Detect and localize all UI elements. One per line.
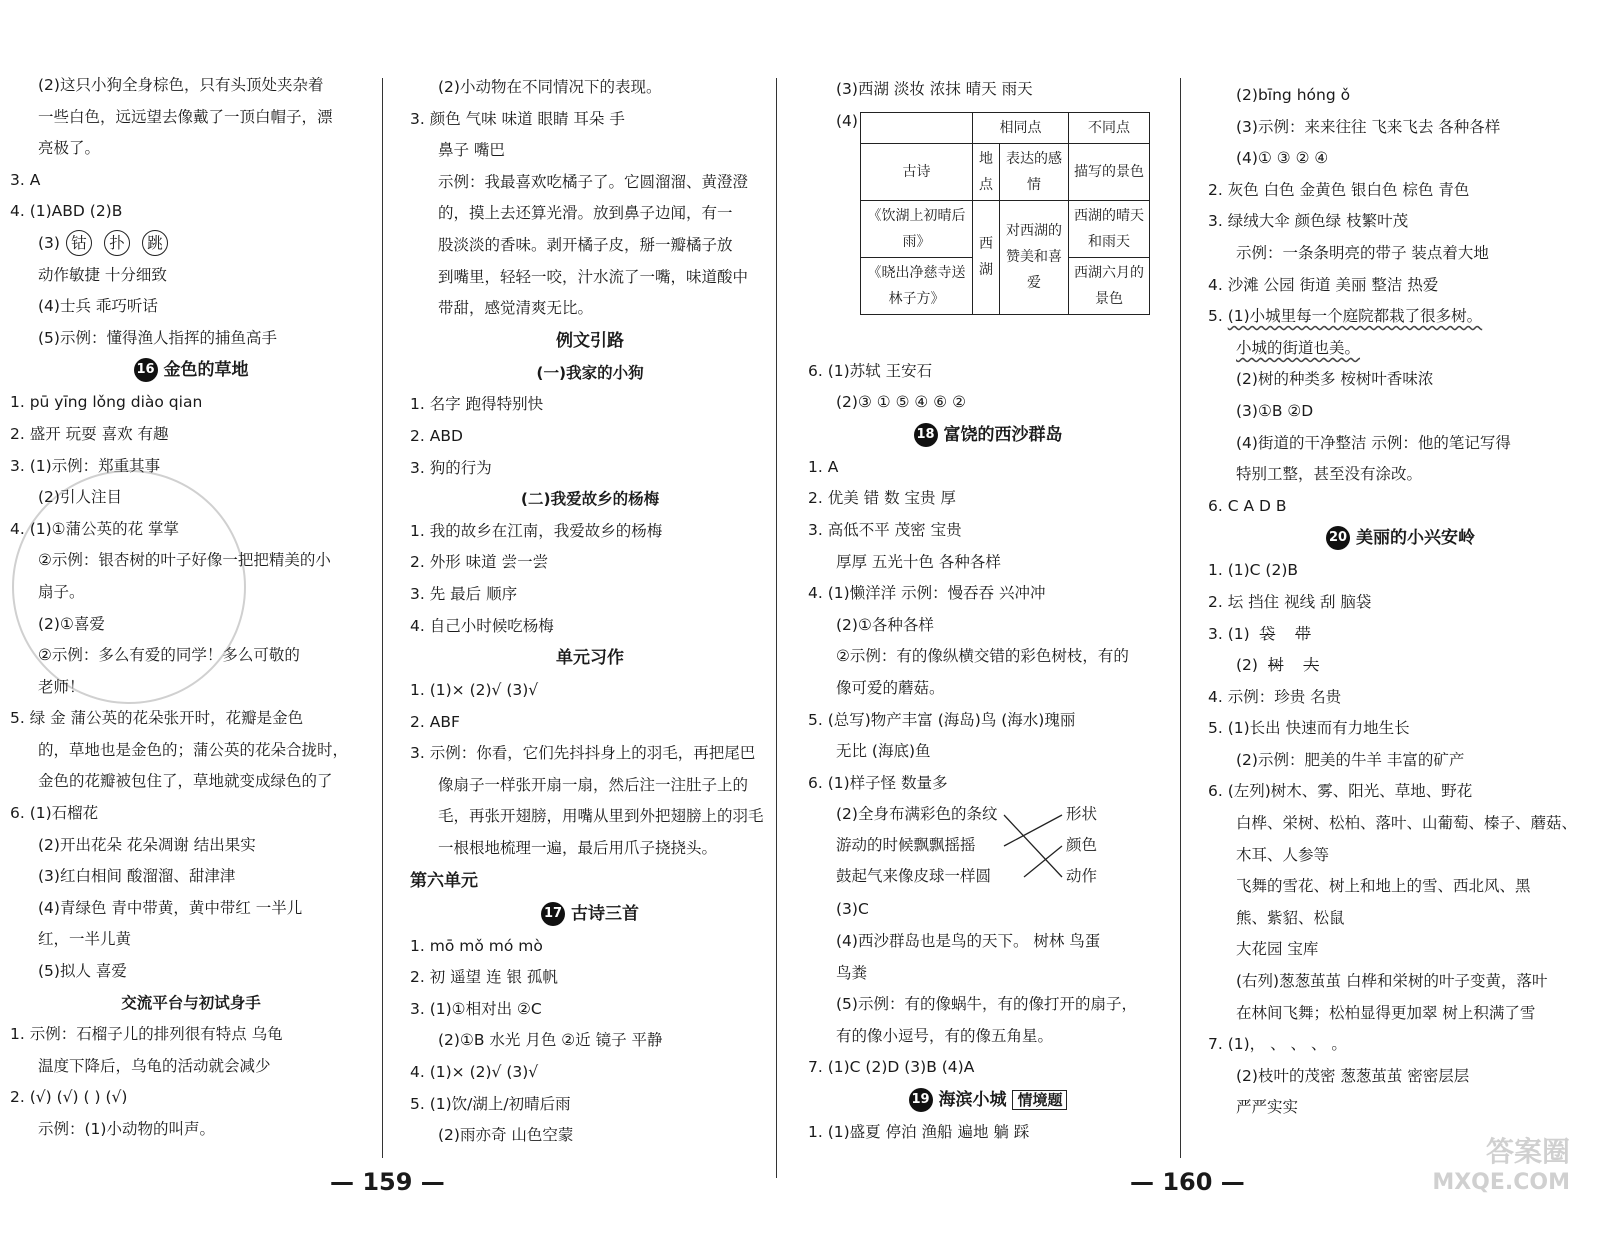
column-1 [10, 70, 372, 1146]
text-line: (3)示例：来来往往 飞来飞去 各种各样 [1236, 117, 1501, 136]
lesson-number-badge: 19 [909, 1088, 933, 1112]
text-line: 带甜，感觉清爽无比。 [438, 299, 594, 318]
text-line: 2. ABD [410, 426, 463, 445]
text-line: 像扇子一样张开扇一扇，然后注一注肚子上的 [438, 775, 749, 794]
text-line: 鼻子 嘴巴 [438, 141, 505, 160]
text-line: 老师！ [38, 677, 85, 696]
text-line: 2. ABF [410, 712, 460, 731]
text-line: (2)示例：肥美的牛羊 丰富的矿产 [1236, 750, 1465, 769]
comparison-table-block [808, 106, 1168, 356]
text-line: (4)青绿色 青中带黄，黄中带红 一半儿 [38, 898, 303, 917]
text-line: 金色的花瓣被包住了，草地就变成绿色的了 [38, 772, 333, 791]
column-4 [1208, 80, 1593, 1124]
table-cell: 描写的景色 [1069, 143, 1150, 200]
text-line: 的，草地也是金色的；蒲公英的花朵合拢时， [38, 740, 349, 759]
table-cell: 西湖 [973, 200, 1000, 314]
circled-char: 钴 [66, 230, 92, 256]
text-line: ②示例：银杏树的叶子好像一把把精美的小 [38, 551, 331, 570]
lesson-tag: 情境题 [1012, 1090, 1067, 1110]
matching-lines [808, 799, 1168, 894]
match-right-item: 动作 [1066, 867, 1098, 886]
sub-heading: (一)我家的小狗 [536, 363, 644, 382]
lesson-title: 古诗三首 [571, 903, 639, 924]
text-line: 无比 (海底)鱼 [836, 742, 931, 761]
text-line: 5. (1)长出 快速而有力地生长 [1208, 719, 1410, 738]
text-line: 在林间飞舞；松柏显得更加翠 树上积满了雪 [1236, 1003, 1536, 1022]
table-cell: 古诗 [861, 143, 973, 200]
struck-char: 带 [1295, 624, 1311, 643]
text-line: 6. (1)石榴花 [10, 804, 99, 823]
lesson-heading-20 [1208, 522, 1593, 555]
watermark-logo [1432, 1130, 1570, 1195]
text-line: ②示例：有的像纵横交错的彩色树枝，有的 [836, 647, 1129, 666]
text-line: 特别工整，甚至没有涂改。 [1236, 465, 1423, 484]
text-line: 1. 示例：石榴子儿的排列很有特点 乌龟 [10, 1025, 283, 1044]
text-line: (3)西湖 淡妆 浓抹 晴天 雨天 [836, 80, 1033, 98]
text-line: (2)①喜爱 [38, 614, 105, 633]
text-line [1208, 333, 1593, 365]
text-line: 温度下降后，乌龟的活动就会减少 [38, 1056, 271, 1075]
section-heading: 单元习作 [556, 648, 624, 669]
watermark-url: MXQE.COM [1432, 1170, 1570, 1195]
section-heading: 交流平台与初试身手 [121, 993, 261, 1012]
text-line: 的，摸上去还算光滑。放到鼻子边闻，有一 [438, 204, 733, 223]
text-line: 3. 狗的行为 [410, 458, 492, 477]
match-right-item: 颜色 [1066, 836, 1098, 855]
text-line: 5. 绿 金 蒲公英的花朵张开时，花瓣是金色 [10, 709, 304, 728]
text-line [1208, 619, 1593, 651]
text-line: 到嘴里，轻轻一咬，汁水流了一嘴，味道酸中 [438, 267, 749, 286]
column-divider-3 [1180, 78, 1181, 1158]
underlined-text: (1)小城里每一个庭院都栽了很多树。 [1227, 307, 1483, 326]
struck-char: 袋 [1259, 624, 1276, 643]
text-line: 鸟粪 [836, 963, 868, 982]
struck-char: 大 [1303, 656, 1319, 675]
text-line: (4)① ③ ② ④ [1236, 149, 1329, 168]
table-cell: 《晓出净慈寺送林子方》 [861, 257, 973, 314]
text-line: (3)①B ②D [1236, 401, 1314, 420]
text-line: 3. 颜色 气味 味道 眼睛 耳朵 手 [410, 109, 625, 128]
text-line: (右列)葱葱茧茧 白桦和栄树的叶子变黄，落叶 [1236, 972, 1548, 991]
table-cell [861, 112, 973, 143]
text-line: 一根根地梳理一遍，最后用爪子挠挠头。 [438, 839, 718, 858]
item-label: 3. (1) [1208, 624, 1250, 643]
column-divider-2 [776, 78, 777, 1178]
text-line: 1. (1)盛夏 停泊 渔船 遍地 躺 踩 [808, 1122, 1030, 1141]
text-line: 动作敏捷 十分细致 [38, 265, 167, 284]
text-line [1208, 301, 1593, 333]
text-line: 1. A [808, 457, 839, 476]
text-line: 熊、紫貂、松鼠 [1236, 908, 1345, 927]
lesson-title: 金色的草地 [163, 360, 249, 381]
text-line: 6. (1)样子怪 数量多 [808, 773, 948, 792]
text-line: 6. C A D B [1208, 496, 1287, 515]
text-line: 5. (1)饮/湖上/初晴后雨 [410, 1094, 571, 1113]
text-line: 2. (√) (√) ( ) (√) [10, 1088, 128, 1107]
match-right-item: 形状 [1066, 805, 1098, 824]
text-line: 1. (1)× (2)√ (3)√ [410, 681, 539, 700]
lesson-number-badge: 20 [1326, 526, 1350, 550]
text-line: 4. (1)× (2)√ (3)√ [410, 1063, 539, 1082]
lesson-number-badge: 16 [134, 358, 158, 382]
text-line: 严严实实 [1236, 1098, 1299, 1117]
lesson-heading-17 [410, 898, 770, 931]
text-line: (4)西沙群岛也是鸟的天下。 树林 鸟蛋 [836, 931, 1101, 950]
text-line: 大花园 宝库 [1236, 940, 1319, 959]
text-line: 4. (1)懒洋洋 示例：慢吞吞 兴冲冲 [808, 584, 1046, 603]
table-cell: 表达的感情 [1000, 143, 1069, 200]
lesson-number-badge: 18 [914, 423, 938, 447]
lesson-title: 海滨小城 [938, 1089, 1007, 1110]
text-line: (2)雨亦奇 山色空蒙 [438, 1126, 574, 1145]
lesson-title: 富饶的西沙群岛 [943, 424, 1063, 445]
text-line: (2)①B 水光 月色 ②近 镜子 平静 [438, 1031, 663, 1050]
text-line: 木耳、人参等 [1236, 845, 1330, 864]
text-line: (5)示例：懂得渔人指挥的捕鱼高手 [38, 328, 277, 347]
text-line: 2. 优美 错 数 宝贵 厚 [808, 489, 956, 508]
table-header: 相同点 [973, 112, 1069, 143]
text-line: 4. 示例：珍贵 名贵 [1208, 687, 1342, 706]
lesson-heading-16 [10, 354, 372, 387]
text-line: 3. (1)①相对出 ②C [410, 999, 542, 1018]
text-line: 飞舞的雪花、树上和地上的雪、西北风、黑 [1236, 877, 1531, 896]
lesson-title: 美丽的小兴安岭 [1356, 528, 1475, 549]
page-number-right: — 160 — [1130, 1168, 1245, 1196]
match-left-item: 游动的时候飘飘摇摇 [836, 836, 976, 855]
comparison-table [860, 112, 1150, 315]
table-cell: 对西湖的赞美和喜爱 [1000, 200, 1069, 314]
lesson-heading-18 [808, 419, 1168, 452]
table-cell: 西湖六月的景色 [1069, 257, 1150, 314]
sub-heading: (二)我爱故乡的杨梅 [520, 490, 660, 509]
text-line: 像可爱的蘑菇。 [836, 678, 945, 697]
text-line: 示例：我最喜欢吃橘子了。它圆溜溜、黄澄澄 [438, 172, 749, 191]
table-cell: 《饮湖上初晴后雨》 [861, 200, 973, 257]
circled-char: 跳 [142, 230, 168, 256]
text-line: 1. mō mǒ mó mò [410, 936, 543, 955]
column-2 [410, 72, 770, 1152]
watermark-text: 答案圈 [1485, 1135, 1570, 1168]
text-line: (3)红白相间 酸溜溜、甜津津 [38, 867, 236, 886]
text-line: (2)树的种类多 桉树叶香味浓 [1236, 370, 1434, 389]
text-line: 4. 沙滩 公园 街道 美丽 整洁 热爱 [1208, 275, 1439, 294]
text-line: (2)bīng hóng ǒ [1236, 86, 1351, 104]
item-label: (3) [38, 233, 60, 252]
text-line: (2)枝叶的茂密 葱葱茧茧 密密层层 [1236, 1066, 1470, 1085]
text-line: 示例：一条条明亮的带子 装点着大地 [1236, 243, 1489, 262]
text-line: 5. (总写)物产丰富 (海岛)鸟 (海水)瑰丽 [808, 710, 1076, 729]
text-line: 厚厚 五光十色 各种各样 [836, 552, 1001, 571]
text-line: (2)小动物在不同情况下的表现。 [438, 78, 662, 96]
underlined-text: 小城的街道也美。 [1236, 338, 1361, 357]
text-line: 1. 我的故乡在江南，我爱故乡的杨梅 [410, 521, 663, 540]
text-line: (2)①各种各样 [836, 615, 934, 634]
text-line: (4)士兵 乖巧听话 [38, 297, 158, 316]
match-left-item: (2)全身布满彩色的条纹 [836, 805, 998, 824]
circled-char: 扑 [104, 230, 130, 256]
text-line: 红，一半儿黄 [38, 930, 132, 949]
column-divider-1 [382, 78, 383, 1158]
text-line: 6. (左列)树木、雾、阳光、草地、野花 [1208, 782, 1473, 801]
text-line [1208, 650, 1593, 682]
text-line: 1. pū yīng lǒng diào qian [10, 393, 203, 412]
text-line: 有的像小逗号，有的像五角星。 [836, 1026, 1054, 1045]
text-line: 一些白色，远远望去像戴了一顶白帽子，漂 [38, 107, 333, 126]
text-line: 4. 自己小时候吃杨梅 [410, 616, 554, 635]
item-label: (4) [836, 111, 858, 130]
text-line: 2. 盛开 玩耍 喜欢 有趣 [10, 424, 169, 443]
text-line: 3. 先 最后 顺序 [410, 584, 518, 603]
text-line: (5)拟人 喜爱 [38, 962, 127, 981]
text-line: (2)开出花朵 花朵凋谢 结出果实 [38, 835, 256, 854]
column-3 [808, 74, 1168, 1148]
section-heading: 例文引路 [556, 330, 624, 351]
text-line: 3. (1)示例：郑重其事 [10, 456, 161, 475]
text-line: (2)这只小狗全身棕色，只有头顶处夹杂着 [38, 76, 324, 94]
text-line: (2)引人注目 [38, 488, 122, 507]
text-line: 4. (1)①蒲公英的花 掌掌 [10, 519, 179, 538]
matching-block [808, 799, 1168, 894]
text-line: 2. 外形 味道 尝一尝 [410, 553, 549, 572]
text-line: 2. 灰色 白色 金黄色 银白色 棕色 青色 [1208, 180, 1470, 199]
text-line: 3. 示例：你看，它们先抖抖身上的羽毛，再把尾巴 [410, 744, 756, 763]
text-line: 3. 绿绒大伞 颜色绿 枝繁叶茂 [1208, 212, 1409, 231]
text-line: 扇子。 [38, 582, 85, 601]
table-header: 不同点 [1069, 112, 1150, 143]
text-line: 1. (1)C (2)B [1208, 561, 1299, 580]
text-line: 6. (1)苏轼 王安石 [808, 361, 933, 380]
struck-char: 树 [1267, 656, 1284, 675]
item-number: 5. [1208, 307, 1228, 326]
text-line: 股淡淡的香味。剥开橘子皮，掰一瓣橘子放 [438, 235, 733, 254]
text-line: (3)C [836, 900, 869, 919]
text-line: (2)③ ① ⑤ ④ ⑥ ② [836, 393, 966, 412]
text-line: 4. (1)ABD (2)B [10, 202, 123, 221]
item-label: (2) [1236, 656, 1258, 675]
text-line: 白桦、栄树、松柏、落叶、山葡萄、榛子、蘑菇、 [1236, 814, 1578, 833]
table-cell: 西湖的晴天和雨天 [1069, 200, 1150, 257]
text-line: 示例：(1)小动物的叫声。 [38, 1120, 215, 1138]
text-line: 3. A [10, 170, 41, 189]
text-line: 2. 初 遥望 连 银 孤帆 [410, 968, 558, 987]
match-left-item: 鼓起气来像皮球一样圆 [836, 867, 992, 886]
text-line: (4)街道的干净整洁 示例：他的笔记写得 [1236, 433, 1511, 452]
text-line: 2. 坛 挡住 视线 刮 脑袋 [1208, 592, 1372, 611]
lesson-heading-19 [808, 1084, 1168, 1117]
text-line: 1. 名字 跑得特别快 [410, 395, 544, 414]
page-number-left: — 159 — [330, 1168, 445, 1196]
text-line: 毛，再张开翅膀，用嘴从里到外把翅膀上的羽毛 [438, 807, 764, 826]
text-line: 亮极了。 [38, 139, 101, 158]
table-cell: 地点 [973, 143, 1000, 200]
lesson-number-badge: 17 [541, 902, 565, 926]
text-line: (5)示例：有的像蜗牛，有的像打开的扇子， [836, 995, 1137, 1014]
text-line: 3. 高低不平 茂密 宝贵 [808, 520, 962, 539]
circled-chars-line [10, 228, 372, 260]
text-line: ②示例：多么有爱的同学！多么可敬的 [38, 646, 300, 665]
unit-title: 第六单元 [410, 870, 478, 891]
text-line: 7. (1)C (2)D (3)B (4)A [808, 1058, 975, 1077]
text-line: 7. (1)， 、 、 、 。 [1208, 1035, 1347, 1054]
